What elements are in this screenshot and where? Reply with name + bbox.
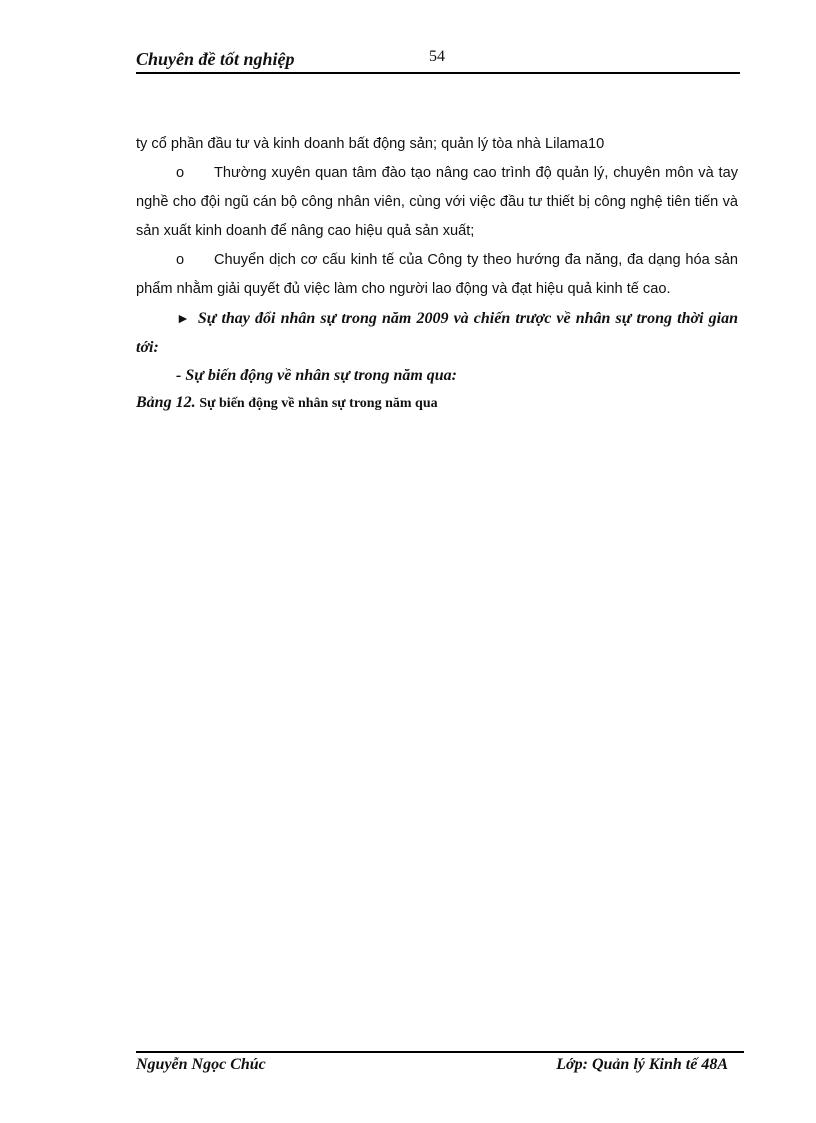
page-header — [136, 46, 740, 74]
footer-divider — [136, 1051, 744, 1053]
table-caption-label: Bảng 12. — [136, 394, 196, 411]
document-title: Chuyên đề tốt nghiệp — [136, 49, 295, 69]
bullet-text: Thường xuyên quan tâm đào tạo nâng cao trình độ quản lý, chuyên môn và tay nghề cho đội ngũ cán bộ công nhân viên, cùng với việc đầu tư thiết bị công nghệ tiên tiến và sản xuất kinh doanh để nâng cao hiệu quả sản xuất; — [136, 165, 738, 239]
table-caption — [136, 390, 738, 417]
table-caption-text: Sự biến động về nhân sự trong năm qua — [199, 396, 438, 411]
paragraph-continuation: ty cổ phần đầu tư và kinh doanh bất động sản; quản lý tòa nhà Lilama10 — [136, 136, 605, 152]
footer-author: Nguyễn Ngọc Chúc — [136, 1056, 266, 1073]
bullet-item-restructuring — [136, 246, 738, 304]
section-heading — [136, 305, 738, 362]
bullet-item-training — [136, 159, 738, 246]
arrow-bullet-icon: ► — [176, 312, 190, 327]
bullet-marker: o — [176, 252, 185, 268]
section-heading-text: Sự thay đổi nhân sự trong năm 2009 và chiến trược về nhân sự trong thời gian tới: — [136, 310, 738, 356]
footer-class: Lớp: Quản lý Kinh tế 48A — [556, 1056, 728, 1073]
bullet-text: Chuyển dịch cơ cấu kinh tế của Công ty theo hướng đa năng, đa dạng hóa sản phẩm nhằm giải quyết đủ việc làm cho người lao động và đạt hiệu quả kinh tế cao. — [136, 252, 738, 297]
page-number: 54 — [429, 48, 445, 65]
page-body — [136, 130, 738, 417]
subheading: - Sự biến động về nhân sự trong năm qua: — [176, 367, 458, 384]
bullet-marker: o — [176, 165, 185, 181]
